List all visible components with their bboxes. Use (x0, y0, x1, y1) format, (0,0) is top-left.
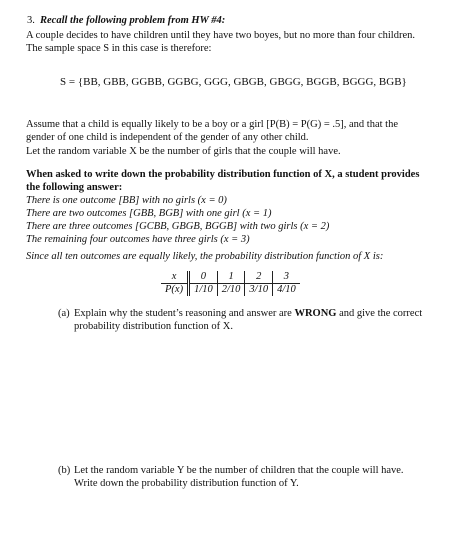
part-a-text-after: and give the correct probability distribution function of X. (74, 308, 423, 332)
student-line: There are two outcomes [GBB, BGB] with one girl (x = 1) (26, 208, 272, 219)
student-prompt-text: When asked to write down the probability distribution function of X, a student provides the following answer: (26, 169, 420, 193)
student-line: There is one outcome [BB] with no girls (x = 0) (26, 195, 227, 206)
table-cell-x: 1 (217, 271, 245, 284)
part-a-wrong: WRONG (294, 308, 337, 319)
assumption-paragraph (26, 118, 426, 144)
table-row-x (161, 271, 300, 284)
table-row-px (161, 284, 300, 297)
intro-paragraph (26, 29, 426, 55)
student-prompt (26, 168, 426, 194)
assumption-text: Assume that a child is equally likely to be a boy or a girl [P(B) = P(G) = .5], and that the gender of one child is independent of the gender of any other child. (26, 119, 398, 143)
random-variable-paragraph (26, 145, 426, 158)
distribution-table (161, 271, 300, 296)
part-a-text-before: Explain why the student’s reasoning and answer are (74, 308, 295, 319)
part-a-text (74, 307, 428, 333)
student-line: The remaining four outcomes have three girls (x = 3) (26, 234, 250, 245)
student-conclusion (26, 250, 426, 263)
part-a-label: (a) (58, 308, 70, 319)
student-conclusion-text: Since all ten outcomes are equally likely, the probability distribution function of X is: (26, 251, 384, 262)
problem-number: 3. (27, 15, 35, 26)
sample-space: S = {BB, GBB, GGBB, GGBG, GGG, GBGB, GBGG, BGGB, BGGG, BGB} (60, 76, 407, 88)
table-cell-x: 0 (189, 271, 218, 284)
student-answer (26, 194, 426, 246)
part-a (58, 307, 428, 333)
intro-text: A couple decides to have children until they have two boyes, but no more than four children. The sample space S in this case is therefore: (26, 30, 415, 54)
table-cell-px: 1/10 (189, 284, 218, 297)
table-cell-px: 3/10 (245, 284, 273, 297)
student-line: There are three outcomes [GCBB, GBGB, BGGB] with two girls (x = 2) (26, 221, 330, 232)
table-cell-x: 2 (245, 271, 273, 284)
table-header-x: x (161, 271, 189, 284)
part-b (58, 464, 428, 490)
part-b-text: Let the random variable Y be the number of children that the couple will have. Write down the probability distribution function of Y. (74, 465, 404, 489)
table-cell-px: 2/10 (217, 284, 245, 297)
random-variable-text: Let the random variable X be the number of girls that the couple will have. (26, 146, 341, 157)
table-header-px: P(x) (161, 284, 189, 297)
table-cell-px: 4/10 (277, 284, 296, 295)
problem-heading: Recall the following problem from HW #4: (40, 15, 226, 26)
part-b-label: (b) (58, 465, 71, 476)
table-cell-x: 3 (273, 271, 300, 284)
